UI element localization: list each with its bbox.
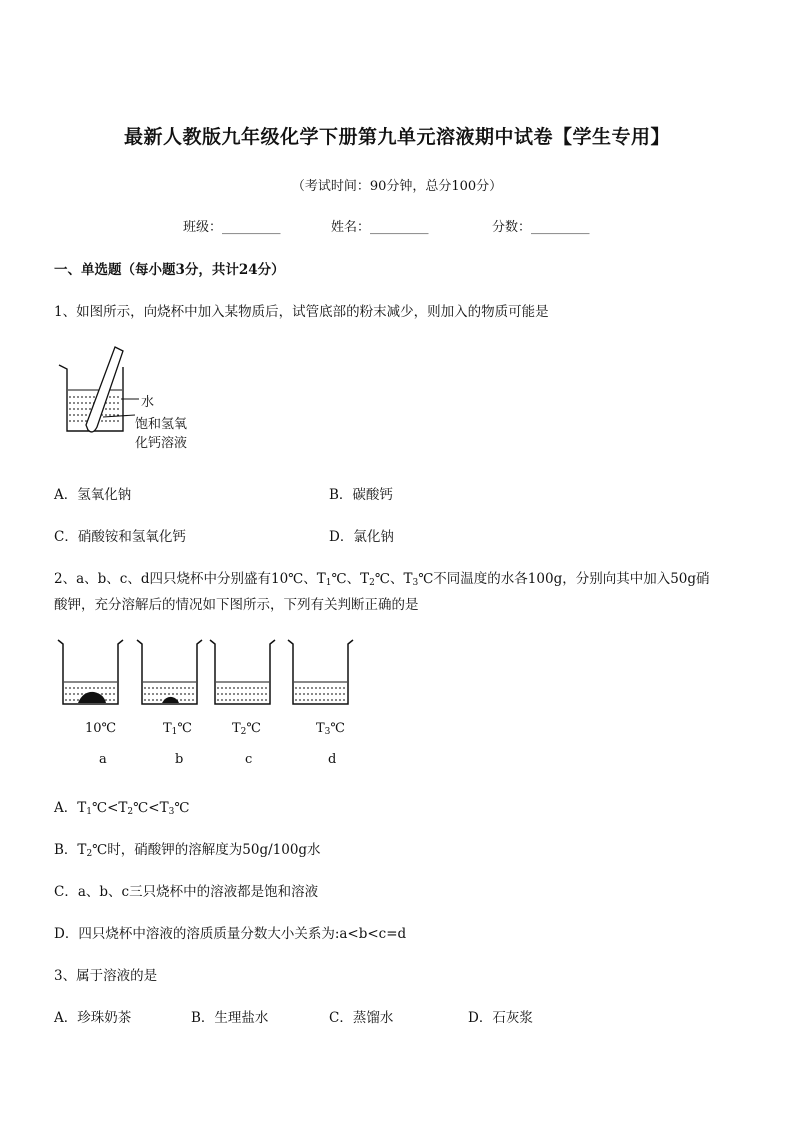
beaker-c-temp xyxy=(232,721,261,737)
q2-stem-part-b: ℃、T xyxy=(331,571,370,587)
section-heading: 一、单选题（每小题3分，共计24分） xyxy=(54,262,285,278)
q2-option-a-mid2: ℃<T xyxy=(133,800,169,816)
beaker-d-temp-prefix: T xyxy=(316,721,325,736)
q2-option-b-end: ℃时，硝酸钾的溶解度为50g/100g水 xyxy=(92,842,321,858)
q2-option-b-sub: 2 xyxy=(86,849,93,859)
beaker-c-temp-sub: 2 xyxy=(240,727,247,737)
beaker-b-temp-sub: 1 xyxy=(171,727,178,737)
q2-option-a-end: ℃ xyxy=(174,800,190,816)
beaker-d-temp-sub: 3 xyxy=(324,727,331,737)
q1-option-b[interactable]: B．碳酸钙 xyxy=(329,487,393,503)
q2-stem-part-a: 2、a、b、c、d四只烧杯中分别盛有10℃、T xyxy=(54,571,326,587)
beaker-c-label: c xyxy=(245,752,253,767)
beaker-a xyxy=(58,638,124,708)
beaker-a-label: a xyxy=(99,752,107,767)
q1-option-c[interactable]: C．硝酸铵和氢氧化钙 xyxy=(54,529,186,545)
q1-label-solution-1: 饱和氢氧 xyxy=(135,417,188,432)
beaker-c-temp-prefix: T xyxy=(232,721,241,736)
beaker-d-label: d xyxy=(328,752,337,767)
beaker-b-temp-suffix: ℃ xyxy=(177,721,192,736)
q1-option-a[interactable]: A．氢氧化钠 xyxy=(54,487,132,503)
q3-option-d[interactable]: D．石灰浆 xyxy=(468,1010,533,1026)
exam-title: 最新人教版九年级化学下册第九单元溶液期中试卷【学生专用】 xyxy=(123,126,670,148)
question-2-stem-line2: 酸钾，充分溶解后的情况如下图所示，下列有关判断正确的是 xyxy=(54,597,419,613)
q2-option-a-sub3: 3 xyxy=(168,807,175,817)
q2-sub-3: 3 xyxy=(412,578,419,588)
beaker-c xyxy=(210,638,276,708)
q2-option-b[interactable] xyxy=(54,838,321,859)
score-field: 分数：_________ xyxy=(492,220,590,235)
q1-option-d[interactable]: D．氯化钠 xyxy=(329,529,394,545)
question-2-stem-line1 xyxy=(54,567,710,588)
q2-option-c[interactable]: C．a、b、c三只烧杯中的溶液都是饱和溶液 xyxy=(54,884,319,900)
q2-option-a-prefix: A．T xyxy=(54,800,87,816)
q2-stem-part-d: ℃不同温度的水各100g，分别向其中加入50g硝 xyxy=(418,571,710,587)
q1-label-solution-2: 化钙溶液 xyxy=(135,436,188,451)
q3-option-b[interactable]: B．生理盐水 xyxy=(191,1010,269,1026)
q3-option-a[interactable]: A．珍珠奶茶 xyxy=(54,1010,132,1026)
q2-option-a[interactable] xyxy=(54,796,189,817)
beaker-d-temp xyxy=(316,721,345,737)
q2-sub-2: 2 xyxy=(369,578,375,588)
q2-sub-1: 1 xyxy=(325,578,332,588)
q1-label-water: 水 xyxy=(141,395,155,410)
q2-option-b-prefix: B．T xyxy=(54,842,87,858)
question-1-stem: 1、如图所示，向烧杯中加入某物质后，试管底部的粉末减少，则加入的物质可能是 xyxy=(54,304,549,320)
q1-beaker-figure xyxy=(55,345,145,445)
exam-subtitle: （考试时间：90分钟，总分100分） xyxy=(291,179,503,194)
q2-option-a-mid1: ℃<T xyxy=(92,800,128,816)
name-field: 姓名：_________ xyxy=(331,220,429,235)
beaker-b-temp xyxy=(163,721,192,737)
beaker-d-temp-suffix: ℃ xyxy=(330,721,345,736)
beaker-b xyxy=(137,638,203,708)
beaker-c-temp-suffix: ℃ xyxy=(246,721,261,736)
beaker-a-temp: 10℃ xyxy=(85,721,117,736)
question-3-stem: 3、属于溶液的是 xyxy=(54,968,158,984)
beaker-d xyxy=(288,638,354,708)
class-field: 班级：_________ xyxy=(183,220,281,235)
q2-stem-part-c: ℃、T xyxy=(374,571,413,587)
q2-option-a-sub1: 1 xyxy=(86,807,92,817)
beaker-b-temp-prefix: T xyxy=(163,721,172,736)
q2-option-d[interactable]: D．四只烧杯中溶液的溶质质量分数大小关系为:a<b<c=d xyxy=(54,926,407,942)
q2-option-a-sub2: 2 xyxy=(127,807,134,817)
beaker-b-label: b xyxy=(175,752,184,767)
q3-option-c[interactable]: C．蒸馏水 xyxy=(329,1010,394,1026)
